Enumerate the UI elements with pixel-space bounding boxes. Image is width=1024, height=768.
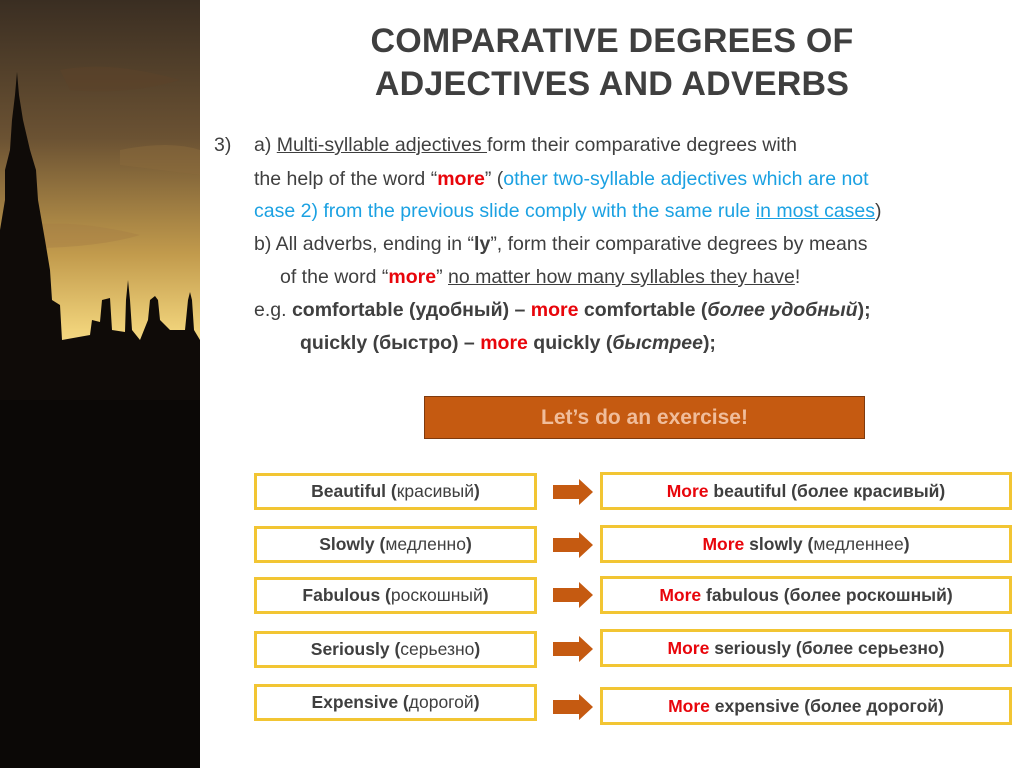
text-bold: ); [857, 299, 871, 321]
text-underlined: no matter how many syllables they have [448, 266, 795, 288]
rule-line-3 [254, 197, 882, 225]
keyword-more: more [480, 332, 528, 354]
rule-line-b [254, 230, 867, 258]
rule-number: 3) [214, 134, 232, 156]
word: Seriously [310, 639, 390, 659]
text: ” ( [484, 168, 504, 190]
sunset-tower-photo [0, 0, 200, 768]
word-box-beautiful: Beautiful (красивый) [254, 473, 537, 510]
text: b) All adverbs, ending in “ [254, 233, 475, 255]
answer-text: expensive (более дорогой) [709, 696, 944, 716]
answer-box-expensive [600, 687, 1012, 725]
word-box-expensive: Expensive (дорогой) [254, 684, 537, 721]
text-bold: quickly (быстро) – [300, 332, 481, 354]
text-blue-underlined: in most cases [755, 200, 876, 222]
example-line-2 [300, 329, 716, 357]
answer-more: More [668, 696, 710, 716]
answer-more: More [702, 534, 745, 554]
word-translation: роскошный [390, 585, 483, 605]
word: Expensive [311, 692, 399, 712]
answer-more: More [667, 638, 710, 658]
word: Slowly [319, 534, 375, 554]
text-underlined: Multi-syllable adjectives [276, 134, 488, 156]
text-bold: comfortable ( [578, 299, 708, 321]
arrow-right-icon [553, 582, 593, 608]
keyword-more: more [388, 266, 437, 288]
arrow-right-icon [553, 636, 593, 662]
title-line-2: ADJECTIVES AND ADVERBS [374, 65, 850, 103]
keyword-more: more [530, 299, 579, 321]
title-line-1: COMPARATIVE DEGREES OF [370, 22, 854, 60]
word-translation: дорогой [408, 692, 474, 712]
text-bold: quickly ( [527, 332, 613, 354]
answer-text: fabulous (более роскошный) [701, 585, 953, 605]
word: Fabulous [302, 585, 381, 605]
arrow-right-icon [553, 479, 593, 505]
text-bold-italic: быстрее [612, 332, 703, 354]
word-box-slowly: Slowly (медленно) [254, 526, 537, 563]
exercise-banner: Let’s do an exercise! [424, 396, 865, 439]
text: ! [794, 266, 801, 288]
word-translation: серьезно [400, 639, 475, 659]
rule-line-a [254, 131, 797, 159]
example-line-1 [254, 296, 871, 324]
answer-box-fabulous [600, 576, 1012, 614]
rule-line-b2 [280, 263, 800, 291]
text-bold: ly [474, 233, 491, 255]
answer-translation: медленнее [813, 534, 904, 554]
keyword-more: more [437, 168, 485, 190]
word-box-seriously: Seriously (серьезно) [254, 631, 537, 668]
answer-more: More [659, 585, 702, 605]
text: the help of the word “ [254, 168, 438, 190]
slide-title [240, 20, 984, 106]
arrow-right-icon [553, 694, 593, 720]
text: a) [254, 134, 277, 156]
text-bold-italic: более удобный [707, 299, 858, 321]
word-translation: медленно [385, 534, 466, 554]
answer-text: slowly [744, 534, 808, 554]
answer-text: beautiful (более красивый) [708, 481, 946, 501]
text-blue: case 2) from the previous slide comply with the same rule [254, 200, 756, 222]
text: ”, form their comparative degrees by means [490, 233, 868, 255]
word: Beautiful [311, 481, 387, 501]
word-box-fabulous: Fabulous (роскошный) [254, 577, 537, 614]
answer-box-seriously [600, 629, 1012, 667]
text: ” [436, 266, 448, 288]
text-bold: ); [702, 332, 716, 354]
answer-box-beautiful [600, 472, 1012, 510]
text-bold: comfortable (удобный) – [291, 299, 531, 321]
arrow-right-icon [553, 532, 593, 558]
answer-more: More [666, 481, 709, 501]
rule-line-2 [254, 165, 869, 193]
word-translation: красивый [396, 481, 475, 501]
answer-box-slowly: More slowly (медленнее) [600, 525, 1012, 563]
text: ) [875, 200, 882, 222]
text: e.g. [254, 299, 292, 321]
text-blue: other two-syllable adjectives which are not [503, 168, 869, 190]
answer-text: seriously (более серьезно) [709, 638, 945, 658]
text: of the word “ [280, 266, 389, 288]
text: form their comparative degrees with [487, 134, 797, 156]
